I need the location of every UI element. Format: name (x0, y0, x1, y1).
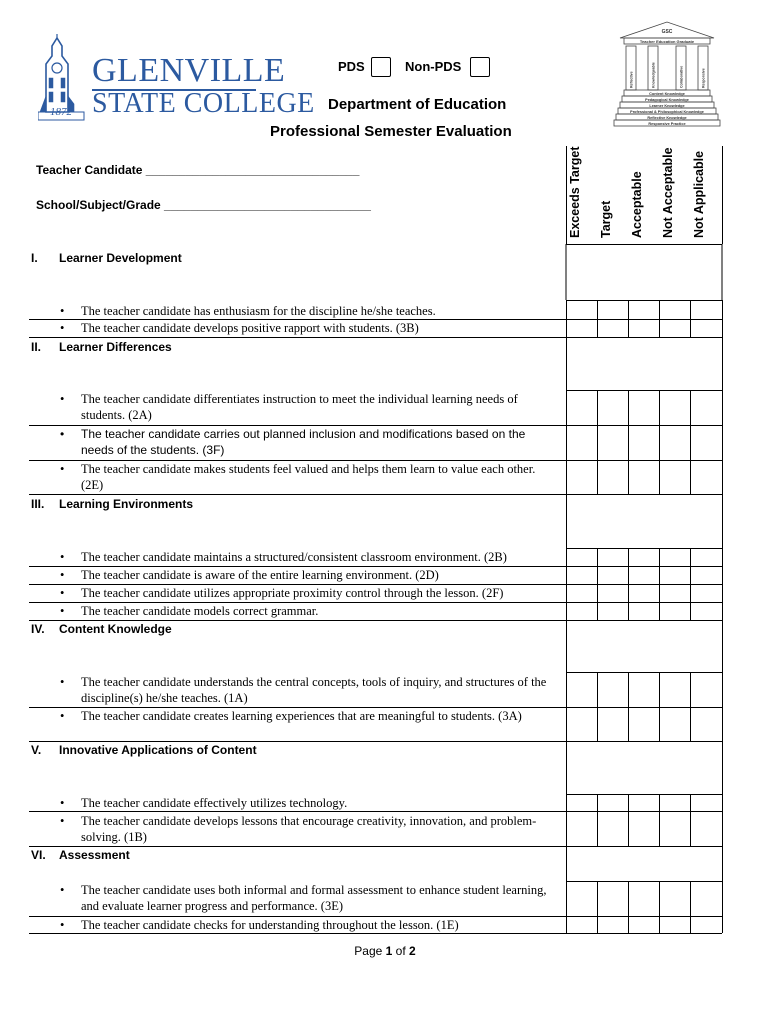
list-item: • The teacher candidate is aware of the entire learning environment. (2D) (60, 568, 439, 582)
section-title: Learner Development (59, 251, 182, 265)
section-heading (31, 497, 331, 513)
gsc-pillar-3: Collaborative (679, 65, 684, 88)
column-header-exceeds-target: Exceeds Target (567, 146, 582, 238)
section-number: V. (31, 743, 42, 757)
gsc-pillar-1: Reflective (629, 71, 634, 88)
list-item: • The teacher candidate creates learning experiences that are meaningful to students. (3A) (60, 709, 522, 723)
gsc-banner-text: Teacher Education Graduate (639, 39, 695, 44)
section-number: II. (31, 340, 42, 354)
gsc-pillar-2: Knowledgeable (651, 62, 656, 88)
section-heading (31, 848, 331, 864)
section-title: Assessment (59, 848, 130, 862)
column-header-target: Target (598, 200, 613, 238)
section-heading (31, 743, 331, 759)
gsc-step-6: Responsive Practice (648, 122, 686, 126)
list-item: • The teacher candidate checks for understanding throughout the lesson. (1E) (60, 918, 459, 932)
section-title: Content Knowledge (59, 622, 172, 636)
section-title: Learning Environments (59, 497, 194, 511)
teacher-candidate-field[interactable]: Teacher Candidate ________________________________ (36, 163, 360, 177)
list-item: • The teacher candidate models correct grammar. (60, 604, 319, 618)
pds-label: PDS (338, 59, 365, 74)
gsc-step-4: Professional & Philosophical Knowledge (630, 110, 704, 114)
section-heading (31, 251, 331, 267)
gsc-step-5: Reflective Knowledge (647, 116, 687, 120)
list-item: • The teacher candidate utilizes appropriate proximity control through the lesson. (2F) (60, 586, 504, 600)
page-title: Professional Semester Evaluation (270, 123, 512, 140)
section-number: I. (31, 251, 38, 265)
gsc-step-3: Learner Knowledge (649, 104, 685, 108)
gsc-pillar-4: Responsive (701, 68, 706, 88)
gsc-top-text: GSC (661, 29, 673, 35)
column-header-not-acceptable: Not Acceptable (660, 147, 675, 238)
section-number: IV. (31, 622, 45, 636)
list-item: • The teacher candidate understands the central concepts, tools of inquiry, and structures of the discipline(s) he/she teaches. (1A) (60, 675, 547, 705)
section-heading (31, 622, 331, 638)
page-number: Page 1 of 2 (354, 944, 416, 958)
section-title: Learner Differences (59, 340, 172, 354)
gsc-step-1: Content Knowledge (649, 92, 685, 96)
college-year: 1872 (50, 106, 72, 118)
college-name-line2: STATE COLLEGE (92, 88, 315, 119)
list-item: • The teacher candidate maintains a structured/consistent classroom environment. (2B) (60, 550, 507, 564)
list-item: • The teacher candidate carries out planned inclusion and modifications based on the needs of the students. (3F) (60, 427, 526, 457)
non-pds-label: Non-PDS (405, 59, 462, 74)
column-header-not-applicable: Not Applicable (691, 150, 706, 238)
section-number: III. (31, 497, 45, 511)
department-title: Department of Education (328, 96, 507, 113)
list-item: • The teacher candidate uses both informal and formal assessment to enhance student learning, and evaluate learner progress and performance. (3E) (60, 883, 547, 913)
list-item: • The teacher candidate develops lessons that encourage creativity, innovation, and problem-solving. (1B) (60, 814, 537, 844)
list-item: • The teacher candidate differentiates instruction to meet the individual learning needs of students. (2A) (60, 392, 518, 422)
list-item: • The teacher candidate develops positive rapport with students. (3B) (60, 321, 419, 335)
column-header-acceptable: Acceptable (629, 171, 644, 238)
section-number: VI. (31, 848, 46, 862)
list-item: • The teacher candidate has enthusiasm for the discipline he/she teaches. (60, 304, 436, 318)
section-title: Innovative Applications of Content (59, 743, 257, 757)
college-name-line1: GLENVILLE (92, 52, 286, 89)
list-item: • The teacher candidate makes students feel valued and helps them learn to value each other. (2E) (60, 462, 536, 492)
list-item: • The teacher candidate effectively utilizes technology. (60, 796, 348, 810)
school-subject-grade-field[interactable]: School/Subject/Grade _______________________________ (36, 198, 371, 212)
gsc-step-2: Pedagogical Knowledge (645, 98, 689, 102)
section-heading (31, 340, 331, 356)
